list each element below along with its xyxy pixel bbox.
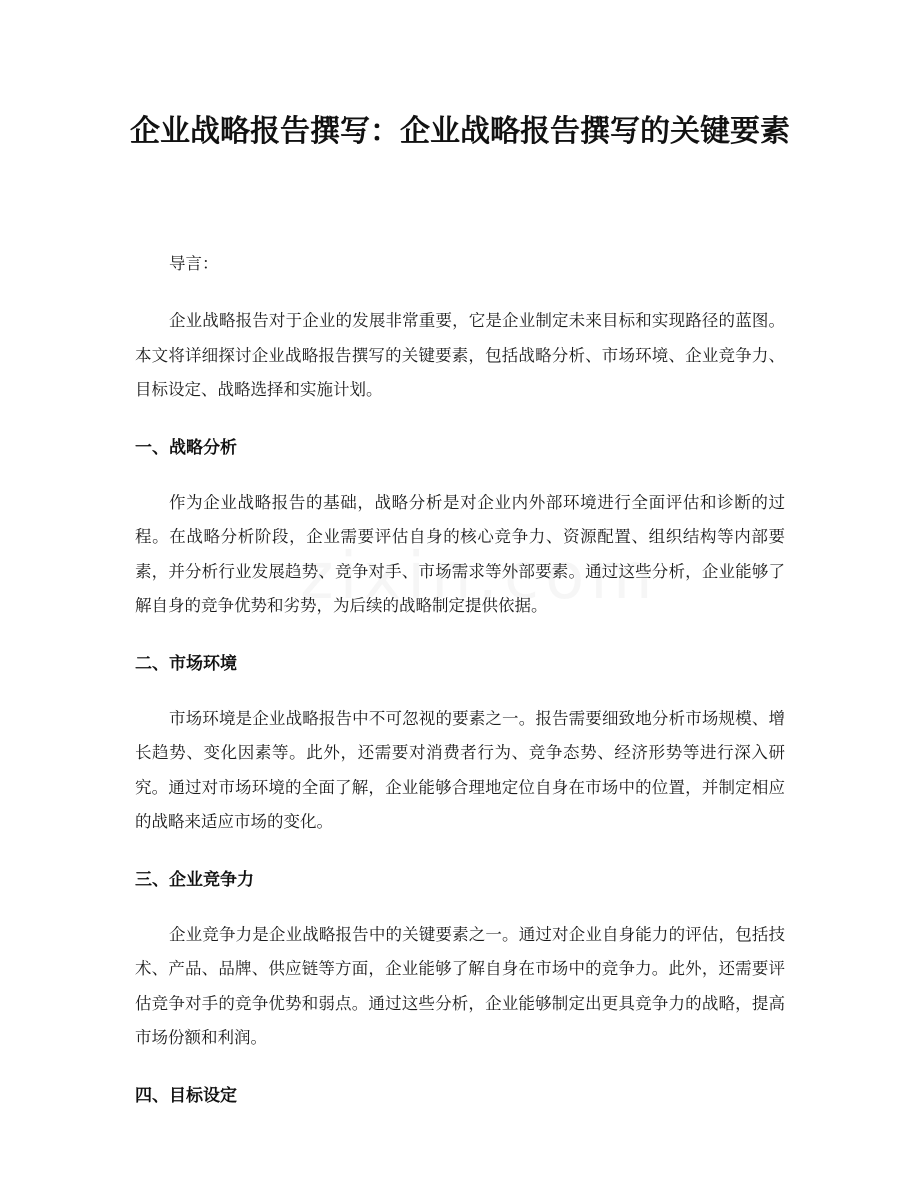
document-title: 企业战略报告撰写：企业战略报告撰写的关键要素 (130, 114, 790, 149)
section-body-competitiveness: 企业竞争力是企业战略报告中的关键要素之一。通过对企业自身能力的评估，包括技术、产品、品牌、供应链等方面，企业能够了解自身在市场中的竞争力。此外，还需要评估竞争对手的竞争优势和弱点。通过这些分析，企业能够制定出更具竞争力的战略，提高市场份额和利润。 (135, 924, 785, 1047)
section-heading-goal-setting: 四、目标设定 (135, 1085, 237, 1106)
section-heading-competitiveness: 三、企业竞争力 (135, 869, 254, 890)
section-heading-market-environment: 二、市场环境 (135, 653, 237, 674)
section-heading-strategy-analysis: 一、战略分析 (135, 437, 237, 458)
section-body-strategy-analysis: 作为企业战略报告的基础，战略分析是对企业内外部环境进行全面评估和诊断的过程。在战略分析阶段，企业需要评估自身的核心竞争力、资源配置、组织结构等内部要素，并分析行业发展趋势、竞争对手、市场需求等外部要素。通过这些分析，企业能够了解自身的竞争优势和劣势，为后续的战略制定提供依据。 (135, 492, 785, 615)
intro-paragraph: 企业战略报告对于企业的发展非常重要，它是企业制定未来目标和实现路径的蓝图。本文将详细探讨企业战略报告撰写的关键要素，包括战略分析、市场环境、企业竞争力、目标设定、战略选择和实施计划。 (135, 311, 785, 399)
section-body-market-environment: 市场环境是企业战略报告中不可忽视的要素之一。报告需要细致地分析市场规模、增长趋势、变化因素等。此外，还需要对消费者行为、竞争态势、经济形势等进行深入研究。通过对市场环境的全面了解，企业能够合理地定位自身在市场中的位置，并制定相应的战略来适应市场的变化。 (135, 708, 785, 831)
document-body (135, 246, 785, 1134)
intro-label: 导言： (169, 254, 219, 273)
